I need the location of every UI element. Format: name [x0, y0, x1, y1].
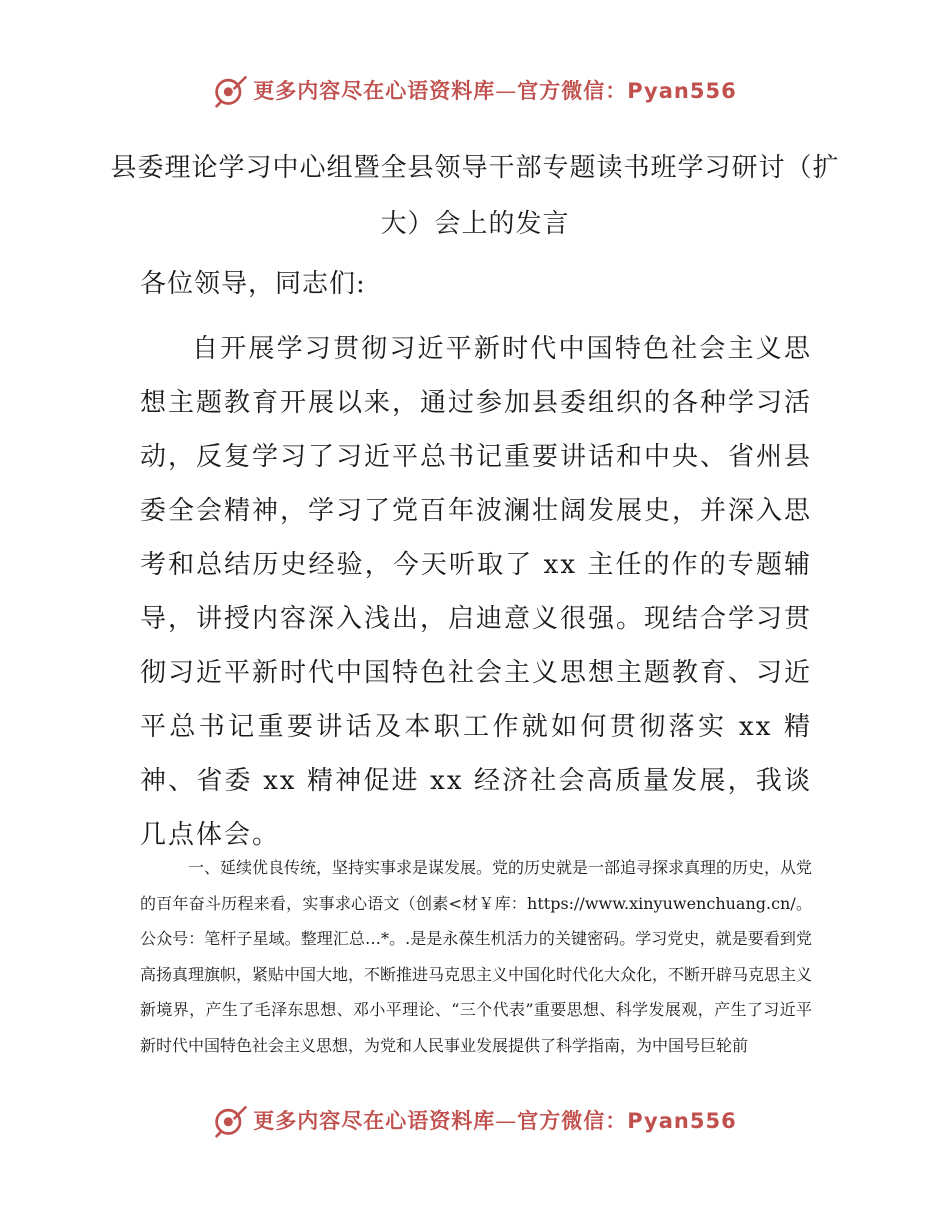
banner-brand: 更多内容尽在心语资料库	[253, 1109, 496, 1133]
banner-text	[253, 1105, 736, 1135]
body-paragraph-section-one: 一、延续优良传统，坚持实事求是谋发展。党的历史就是一部追寻探求真理的历史，从党的百年奋斗历程来看，实事求心语文（创素<材￥库：https://www.xinyuwenchuang.cn/。公众号：笔杆子星域。整理汇总…*。.是是永葆生机活力的关键密码。学习党史，就是要看到党高扬真理旗帜，紧贴中国大地，不断推进马克思主义中国化时代化大众化，不断开辟马克思主义新境界，产生了毛泽东思想、邓小平理论、“三个代表”重要思想、科学发展观，产生了习近平新时代中国特色社会主义思想，为党和人民事业发展提供了科学指南，为中国号巨轮前	[140, 858, 813, 1055]
banner-separator: —	[495, 1109, 518, 1133]
banner-contact: 官方微信：Pyan556	[517, 79, 737, 103]
footer-watermark-banner	[0, 1098, 950, 1142]
salutation: 各位领导，同志们:	[140, 269, 366, 299]
banner-separator: —	[495, 79, 518, 103]
banner-text	[253, 75, 736, 105]
banner-brand: 更多内容尽在心语资料库	[253, 79, 496, 103]
pen-logo-icon	[213, 1102, 249, 1138]
pen-logo-icon	[213, 72, 249, 108]
document-title: 县委理论学习中心组暨全县领导干部专题读书班学习研讨（扩大）会上的发言	[110, 153, 840, 239]
header-watermark-banner	[0, 68, 950, 112]
banner-contact: 官方微信：Pyan556	[517, 1109, 737, 1133]
body-paragraph-intro: 自开展学习贯彻习近平新时代中国特色社会主义思想主题教育开展以来，通过参加县委组织的各种学习活动，反复学习了习近平总书记重要讲话和中央、省州县委全会精神，学习了党百年波澜壮阔发展史，并深入思考和总结历史经验，今天听取了 xx 主任的作的专题辅导，讲授内容深入浅出，启迪意义很强。现结合学习贯彻习近平新时代中国特色社会主义思想主题教育、习近平总书记重要讲话及本职工作就如何贯彻落实 xx 精神、省委 xx 精神促进 xx 经济社会高质量发展，我谈几点体会。	[140, 334, 813, 850]
